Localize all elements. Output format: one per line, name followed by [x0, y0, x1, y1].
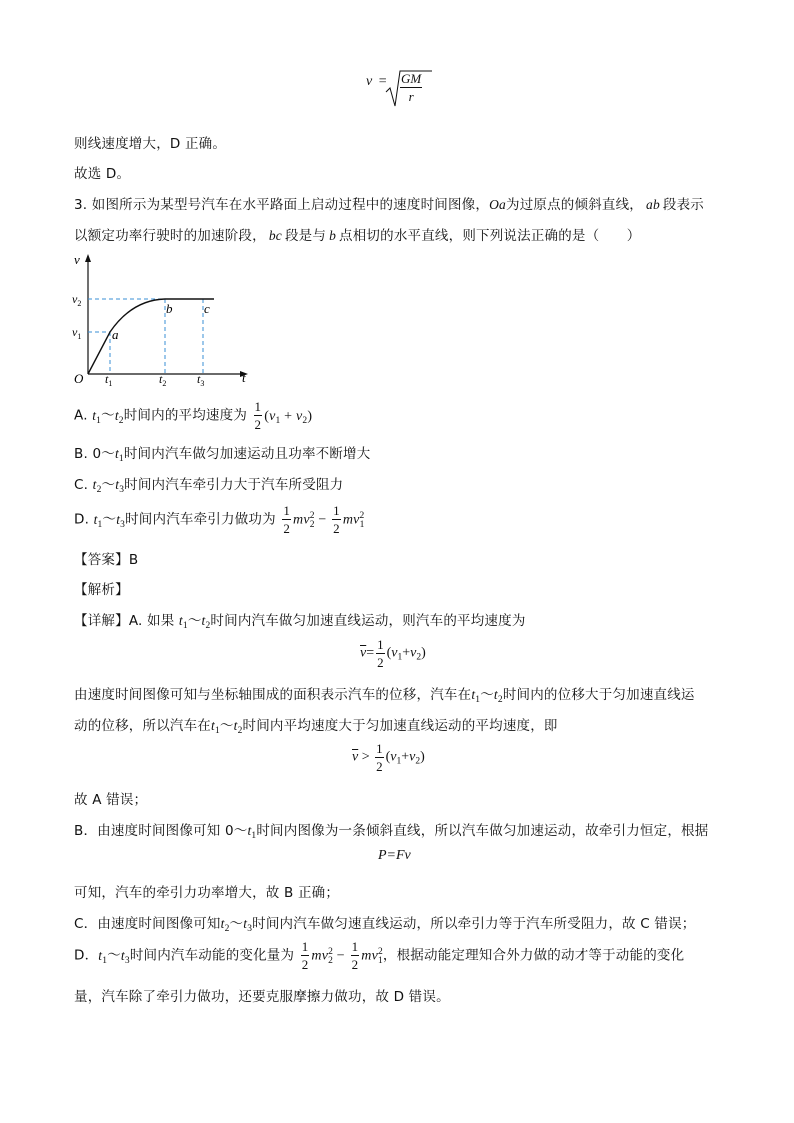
detail-d-line: D．$t_1\sim t_3$时间内汽车动能的变化量为 $\frac{1}{2}$ $mv_2^2$ − $\frac{1}{2}$ $mv_1^2$，根据动能定理知合外力做的动才等于动能的变化: [74, 939, 685, 972]
detail-d-line-2: 量，汽车除了牵引力做功，还要克服摩擦力做功，故 D 错误。: [74, 989, 450, 1005]
formula-num: GM: [401, 71, 422, 86]
option-a-label: A.: [74, 407, 88, 424]
question-line-2: [74, 224, 640, 244]
v1-label: $v_1$: [72, 325, 82, 341]
option-c-text: 时间内汽车牵引力大于汽车所受阻力: [124, 477, 344, 493]
origin-label: O: [74, 371, 84, 386]
segment-oa: Oa: [489, 197, 506, 212]
formula-den: r: [408, 89, 414, 104]
option-d: D. $t_1\sim t_3$时间内汽车牵引力做功为 $\frac{1}{2}$ $mv_2^2$ − $\frac{1}{2}$ $mv_1^2$: [74, 503, 365, 536]
formula-fraction: [400, 72, 422, 103]
detail-c-line: C．由速度时间图像可知$t_2\sim t_3$时间内汽车做匀速直线运动，所以牵引力等于汽车所受阻力，故 C 错误；: [74, 916, 696, 934]
question-text: 如图所示为某型号汽车在水平路面上启动过程中的速度时间图像，: [91, 197, 490, 213]
segment-ab: ab: [646, 197, 660, 212]
point-b-label: b: [166, 301, 173, 316]
segment-bc: bc: [268, 228, 282, 243]
detail-a-intro: 【详解】A. 如果 $t_1\sim t_2$时间内汽车做匀加速直线运动，则汽车的平均速度为: [74, 613, 526, 631]
detail-para-2: 动的位移，所以汽车在$t_1\sim t_2$时间内平均速度大于匀加速直线运动的平均速度，即: [74, 718, 558, 736]
answer-label: 【答案】: [74, 552, 129, 568]
detail-text: A. 如果: [128, 613, 175, 629]
formula-avg-velocity: $\overline{v}=$ $\frac{1}{2}$ $(v_1+v_2)$: [360, 637, 426, 670]
detail-text: ，根据动能定理知合外力做的动才等于动能的变化: [382, 947, 685, 964]
t2-label: $t_2$: [159, 372, 167, 388]
x-axis-label: t: [242, 370, 246, 385]
option-b: B. $0\sim t_1$时间内汽车做匀加速运动且功率不断增大: [74, 446, 371, 464]
question-text: 以额定功率行驶时的加速阶段，: [74, 228, 266, 244]
t3-label: $t_3$: [197, 372, 205, 388]
answer-line: [74, 548, 138, 568]
analysis-label: 【解析】: [74, 582, 129, 598]
detail-para-1: 由速度时间图像可知与坐标轴围成的面积表示汽车的位移，汽车在$t_1\sim t_2$时间内的位移大于匀加速直线运: [74, 687, 695, 705]
point-a-label: a: [112, 327, 119, 342]
detail-text: 时间内的位移大于匀加速直线运: [502, 687, 695, 703]
formula-pfv: P=Fv: [378, 848, 411, 863]
question-text: 点相切的水平直线，则下列说法正确的是（ ）: [339, 228, 641, 244]
formula-lhs: v: [366, 74, 373, 89]
point-c-label: c: [204, 301, 210, 316]
detail-label: 【详解】: [74, 613, 129, 629]
answer-value: B: [128, 552, 139, 568]
velocity-curve: [88, 299, 214, 374]
question-number: 3.: [74, 197, 88, 213]
detail-text: 时间内汽车做匀加速直线运动，则汽车的平均速度为: [210, 613, 526, 629]
question-text: 段表示: [662, 197, 705, 213]
option-c: C. $t_2\sim t_3$时间内汽车牵引力大于汽车所受阻力: [74, 477, 344, 495]
option-a-text: 时间内的平均速度为: [123, 407, 248, 424]
option-a: A. $t_1\sim t_2$时间内的平均速度为 $\frac{1}{2}$ $(v_1 + v_2)$: [74, 399, 313, 432]
option-b-pre: 0～: [92, 446, 115, 462]
y-axis-arrow: [85, 254, 91, 262]
point-b: b: [329, 228, 337, 243]
detail-text: B．由速度时间图像可知 0～: [74, 823, 248, 839]
detail-b-conclusion: 可知，汽车的牵引力功率增大，故 B 正确；: [74, 885, 340, 901]
question-text: 段是与: [284, 228, 327, 244]
detail-text: C．由速度时间图像可知: [74, 916, 221, 932]
y-axis-label: v: [74, 252, 80, 267]
detail-text: 时间内平均速度大于匀加速直线运动的平均速度，即: [242, 718, 558, 734]
detail-a-conclusion: 故 A 错误；: [74, 792, 148, 808]
formula-eq: =: [378, 74, 387, 89]
option-d-text: 时间内汽车牵引力做功为: [125, 511, 276, 528]
detail-b-line: B．由速度时间图像可知 $0\sim t_1$时间内图像为一条倾斜直线，所以汽车做匀加速运动，故牵引力恒定，根据: [74, 823, 709, 841]
prev-line-1: 则线速度增大，D 正确。: [74, 136, 227, 152]
option-c-label: C.: [74, 477, 89, 493]
option-d-label: D.: [74, 511, 90, 528]
detail-text: 由速度时间图像可知与坐标轴围成的面积表示汽车的位移，汽车在: [74, 687, 472, 703]
velocity-time-graph: [70, 250, 260, 390]
question-line-1: [74, 193, 704, 213]
prev-line-2: 故选 D。: [74, 166, 131, 182]
t1-label: $t_1$: [105, 372, 113, 388]
detail-text: 时间内汽车动能的变化量为: [129, 947, 295, 964]
formula-avg-greater: $\overline{v}$ > $\frac{1}{2}$ $(v_1+v_2)$: [352, 741, 425, 774]
detail-text: 动的位移，所以汽车在: [74, 718, 211, 734]
detail-text: D．: [74, 947, 99, 964]
question-text: 为过原点的倾斜直线，: [506, 197, 643, 213]
v2-label: $v_2$: [72, 292, 82, 308]
option-b-label: B.: [74, 446, 88, 462]
detail-text: 时间内图像为一条倾斜直线，所以汽车做匀加速运动，故牵引力恒定，根据: [256, 823, 709, 839]
option-b-text: 时间内汽车做匀加速运动且功率不断增大: [123, 446, 371, 462]
detail-text: 时间内汽车做匀速直线运动，所以牵引力等于汽车所受阻力，故 C 错误；: [252, 916, 696, 932]
